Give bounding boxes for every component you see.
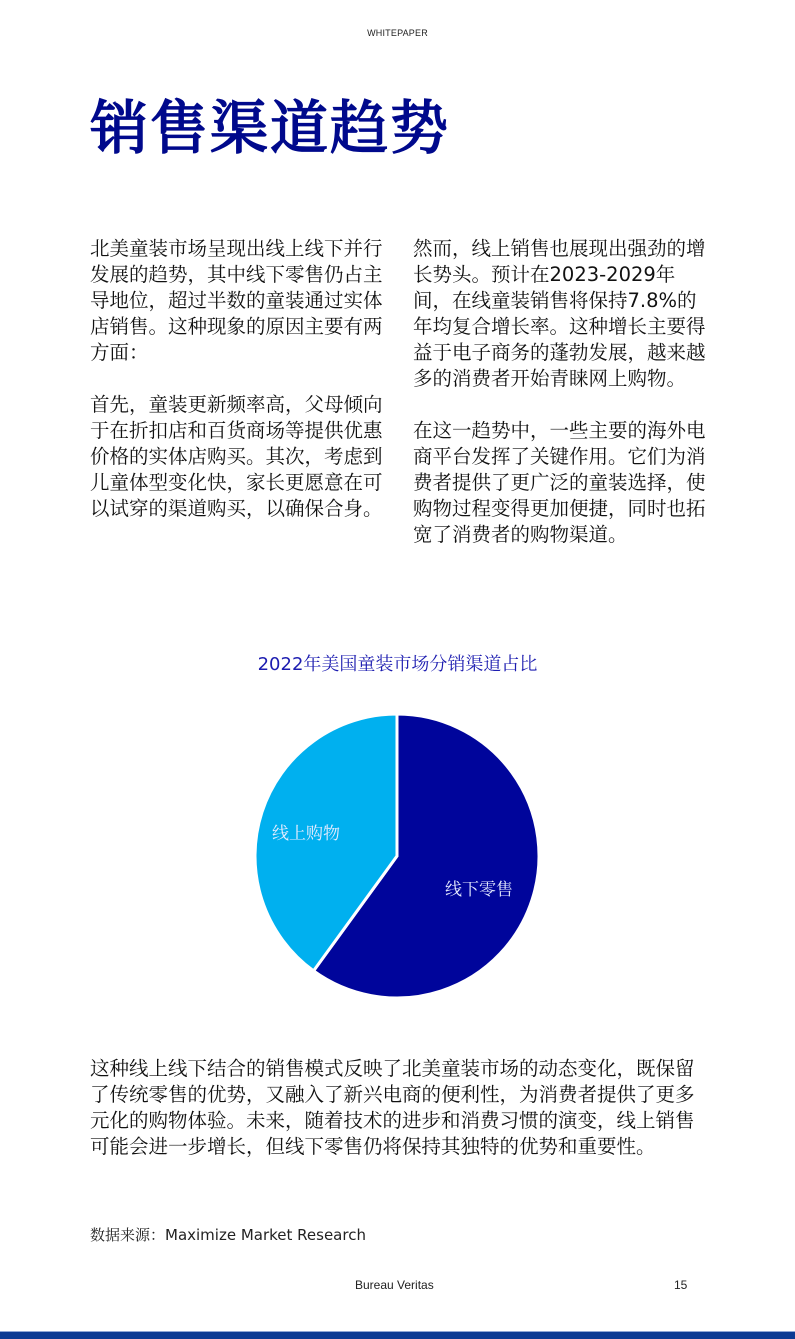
- footer-organization: Bureau Veritas: [355, 1278, 434, 1292]
- pie-chart-graphic: [250, 709, 550, 1009]
- header-tag: WHITEPAPER: [367, 28, 428, 38]
- page-number: 15: [674, 1278, 688, 1292]
- conclusion-paragraph: 这种线上线下结合的销售模式反映了北美童装市场的动态变化，既保留了传统零售的优势，又融入了新兴电商的便利性，为消费者提供了更多元化的购物体验。未来，随着技术的进步和消费习惯的演变，线上销售可能会进一步增长，但线下零售仍将保持其独特的优势和重要性。: [90, 1057, 695, 1158]
- paragraph: 北美童装市场呈现出线上线下并行发展的趋势，其中线下零售仍占主导地位，超过半数的童装通过实体店销售。这种现象的原因主要有两方面：: [90, 237, 383, 364]
- chart-title: 2022年美国童装市场分销渠道占比: [257, 654, 538, 675]
- page-title: 销售渠道趋势: [90, 94, 451, 162]
- pie-chart: [250, 709, 550, 1009]
- paragraph: 在这一趋势中，一些主要的海外电商平台发挥了关键作用。它们为消费者提供了更广泛的童装选择，使购物过程变得更加便捷，同时也拓宽了消费者的购物渠道。: [413, 419, 706, 546]
- paragraph: 首先，童装更新频率高，父母倾向于在折扣店和百货商场等提供优惠价格的实体店购买。其次，考虑到儿童体型变化快，家长更愿意在可以试穿的渠道购买，以确保合身。: [90, 393, 383, 520]
- paragraph: 然而，线上销售也展现出强劲的增长势头。预计在2023-2029年间，在线童装销售将保持7.8%的年均复合增长率。这种增长主要得益于电子商务的蓬勃发展，越来越多的消费者开始青睐网上购物。: [413, 237, 706, 390]
- data-source: 数据来源：Maximize Market Research: [90, 1226, 366, 1244]
- pie-label-online: 线上购物: [272, 824, 340, 844]
- right-column: [413, 236, 713, 574]
- pie-label-offline: 线下零售: [445, 880, 513, 900]
- left-column: [90, 236, 390, 548]
